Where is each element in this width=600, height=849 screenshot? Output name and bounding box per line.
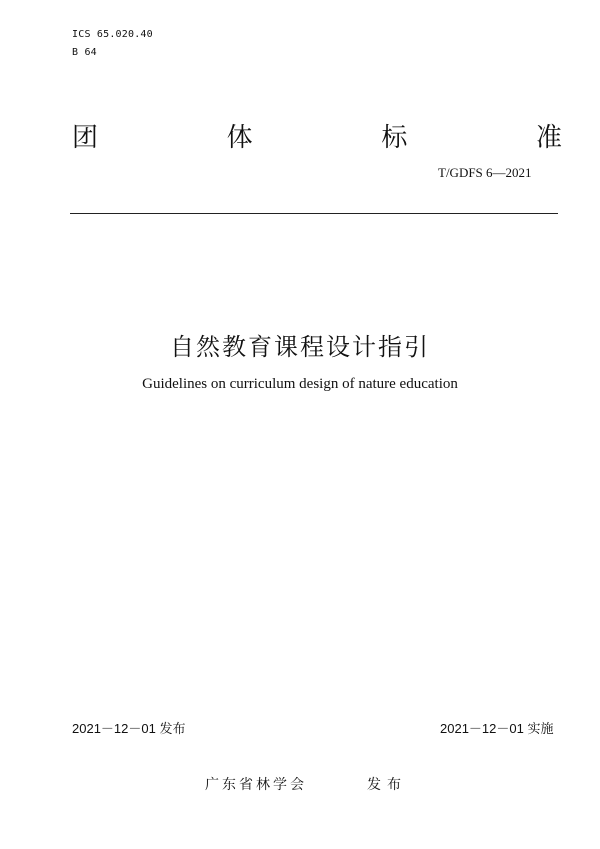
standard-type-heading (72, 117, 562, 154)
standard-type-char: 团 (72, 123, 99, 153)
header-divider (70, 213, 558, 214)
standard-number: T/GDFS 6—2021 (438, 165, 532, 180)
implementation-date: 2021－12－01 实施 (440, 721, 554, 736)
standard-type-char: 体 (226, 123, 253, 153)
ics-code: ICS 65.020.40 (72, 29, 153, 40)
publish-label: 发布 (367, 777, 407, 793)
publisher-name: 广东省林学会 (205, 777, 307, 793)
document-title-en: Guidelines on curriculum design of nature education (142, 376, 458, 392)
issue-date: 2021－12－01 发布 (72, 721, 186, 736)
document-title-zh: 自然教育课程设计指引 (170, 333, 430, 361)
standard-type-char: 标 (381, 123, 408, 153)
standard-type-char: 准 (535, 123, 562, 153)
clc-code: B 64 (72, 47, 97, 58)
